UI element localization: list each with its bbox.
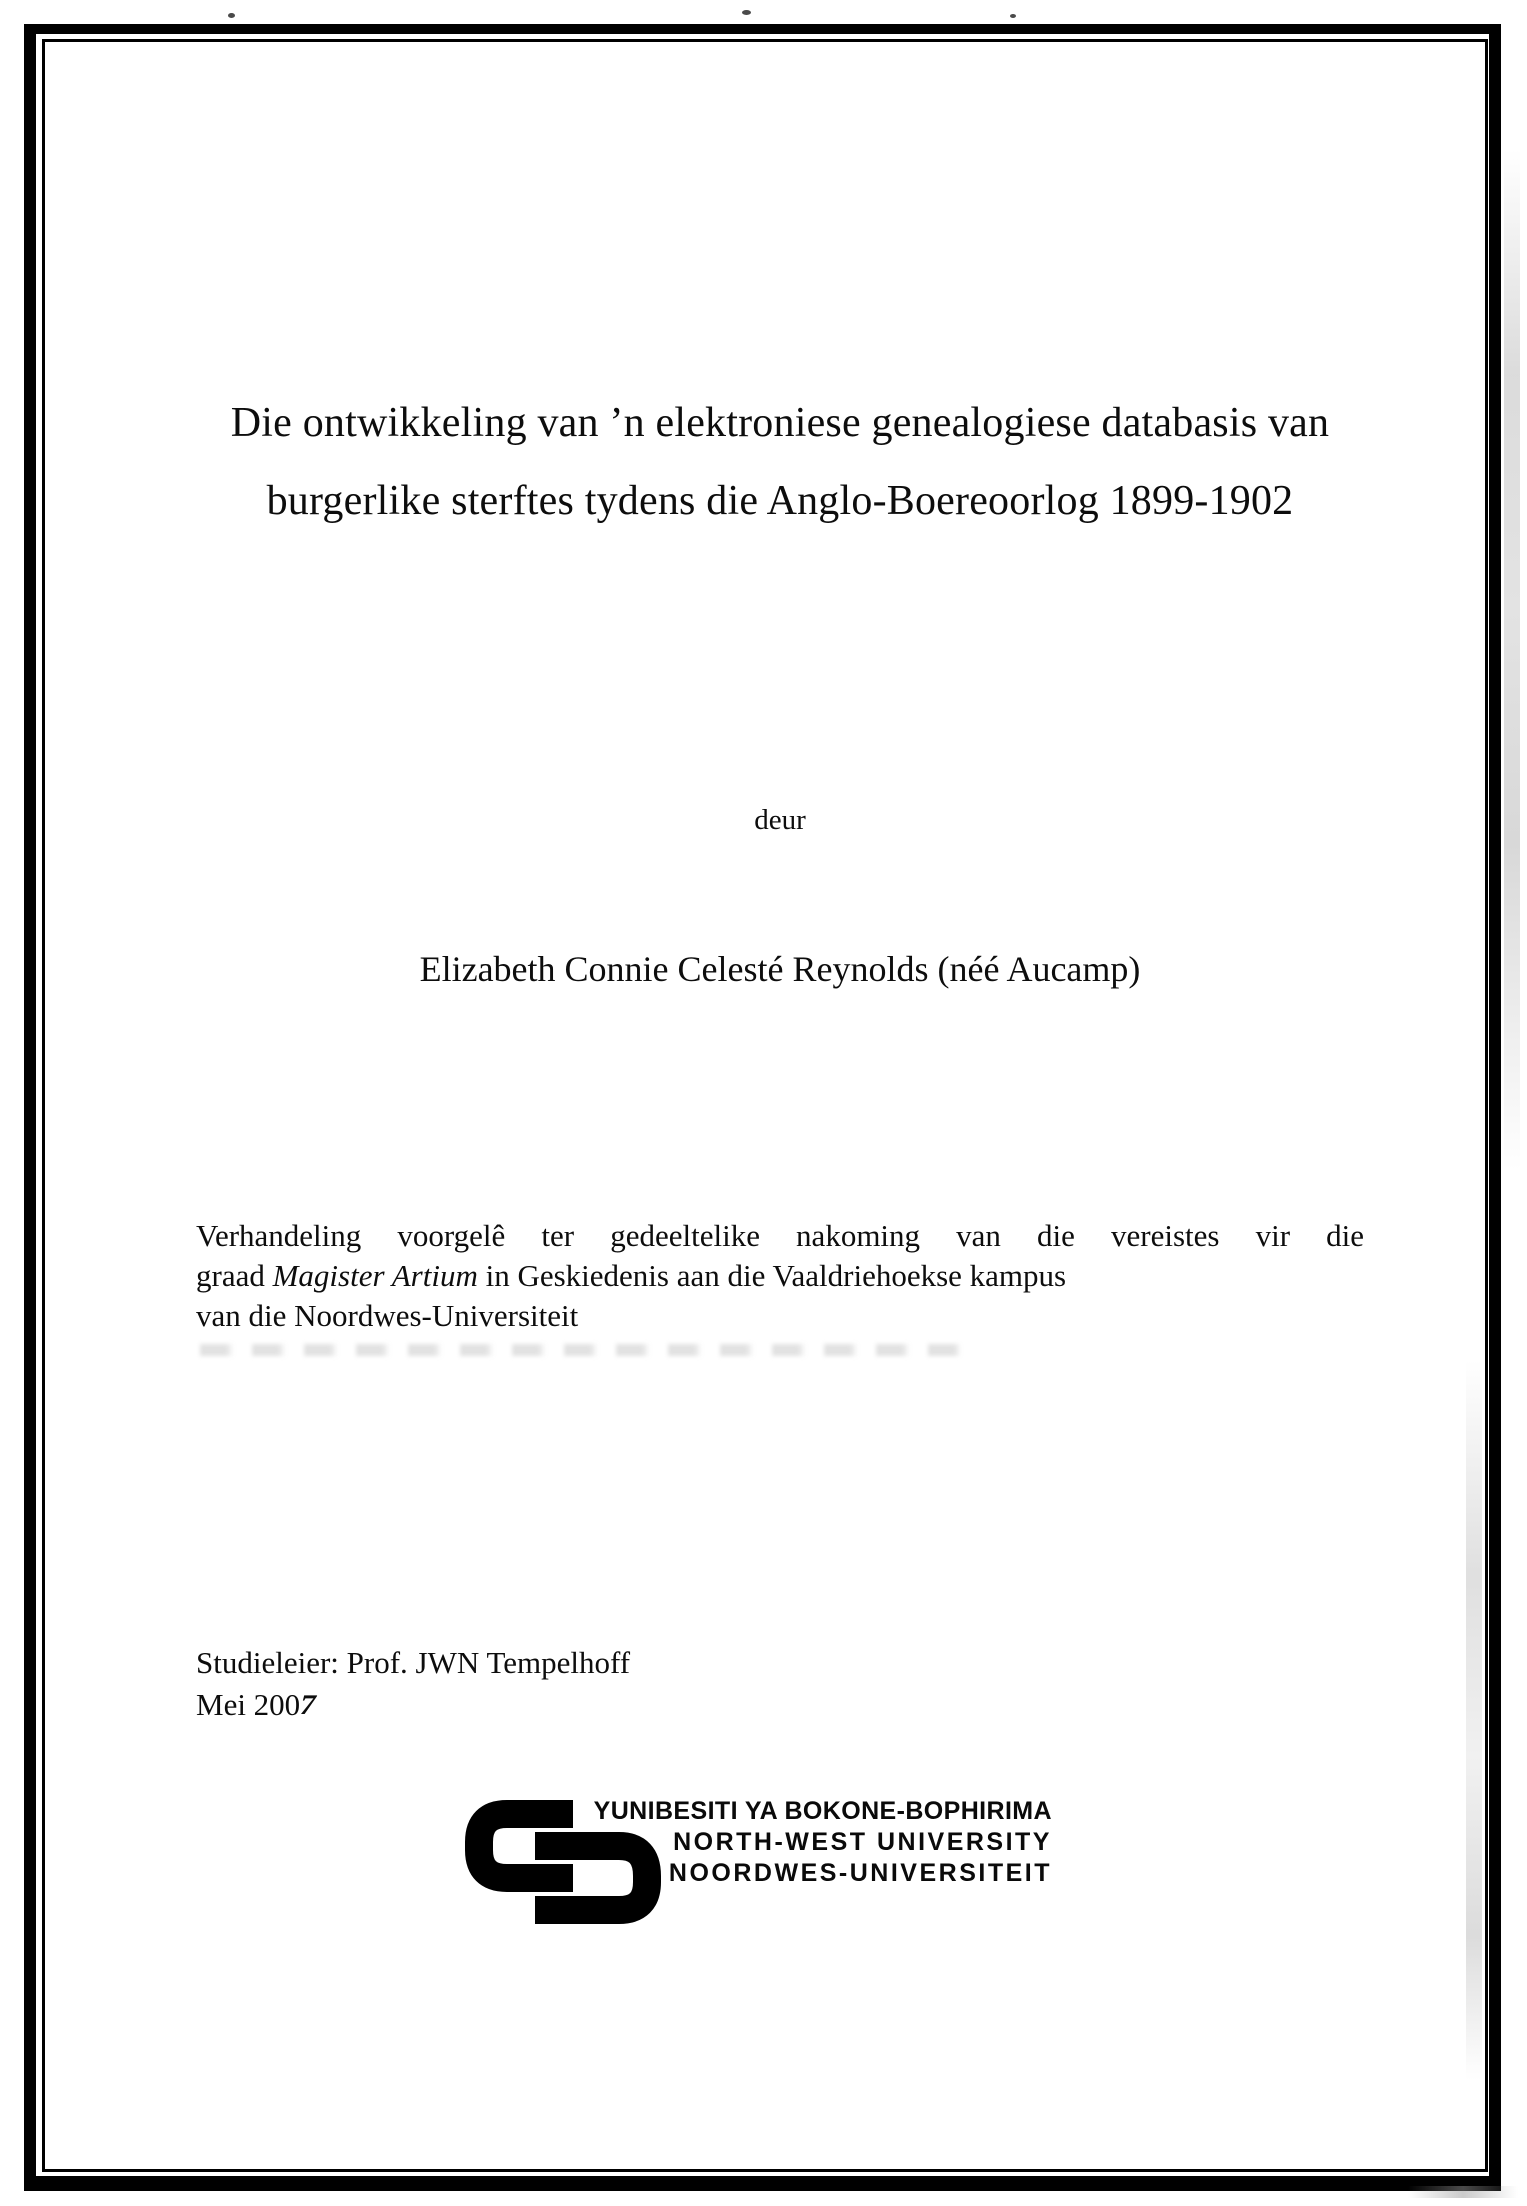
- scan-artifact: [200, 1344, 960, 1356]
- date-prefix: Mei 200: [196, 1687, 301, 1722]
- supervisor-line: Studieleier: Prof. JWN Tempelhoff: [196, 1645, 631, 1680]
- scan-artifact: [228, 13, 235, 18]
- date-last-digit: 7: [296, 1688, 320, 1721]
- degree-statement-line2-pre: graad: [196, 1258, 273, 1293]
- scan-artifact: [1466, 1360, 1482, 2080]
- degree-statement: [196, 1216, 1364, 1336]
- university-logo-text: [492, 1796, 1052, 1889]
- degree-statement-line3: van die Noordwes-Universiteit: [196, 1298, 579, 1333]
- byline-label: deur: [754, 804, 806, 836]
- scan-artifact: [1010, 14, 1016, 18]
- university-name-english: NORTH-WEST UNIVERSITY: [673, 1828, 1052, 1856]
- degree-statement-line1: Verhandeling voorgelê ter gedeeltelike nakoming van die vereistes vir die: [196, 1218, 1364, 1253]
- scan-artifact: [742, 10, 751, 15]
- university-name-setswana: YUNIBESITI YA BOKONE-BOPHIRIMA: [593, 1797, 1052, 1825]
- scan-artifact: [1504, 150, 1520, 1170]
- date-line: [196, 1684, 630, 1726]
- degree-title: Magister Artium: [272, 1258, 478, 1293]
- thesis-title-line1: Die ontwikkeling van ’n elektroniese genealogiese databasis van: [230, 400, 1330, 446]
- degree-statement-line2: [196, 1256, 1364, 1296]
- supervisor-block: [196, 1642, 630, 1726]
- degree-statement-line2-post: in Geskiedenis aan die Vaaldriehoekse kampus: [477, 1258, 1067, 1293]
- thesis-title: [196, 384, 1364, 540]
- thesis-title-line2: burgerlike sterftes tydens die Anglo-Boereoorlog 1899-1902: [266, 478, 1294, 524]
- author-name: Elizabeth Connie Celesté Reynolds (néé Aucamp): [419, 949, 1141, 989]
- scan-artifact: [1408, 2186, 1518, 2198]
- university-name-afrikaans: NOORDWES-UNIVERSITEIT: [668, 1859, 1052, 1887]
